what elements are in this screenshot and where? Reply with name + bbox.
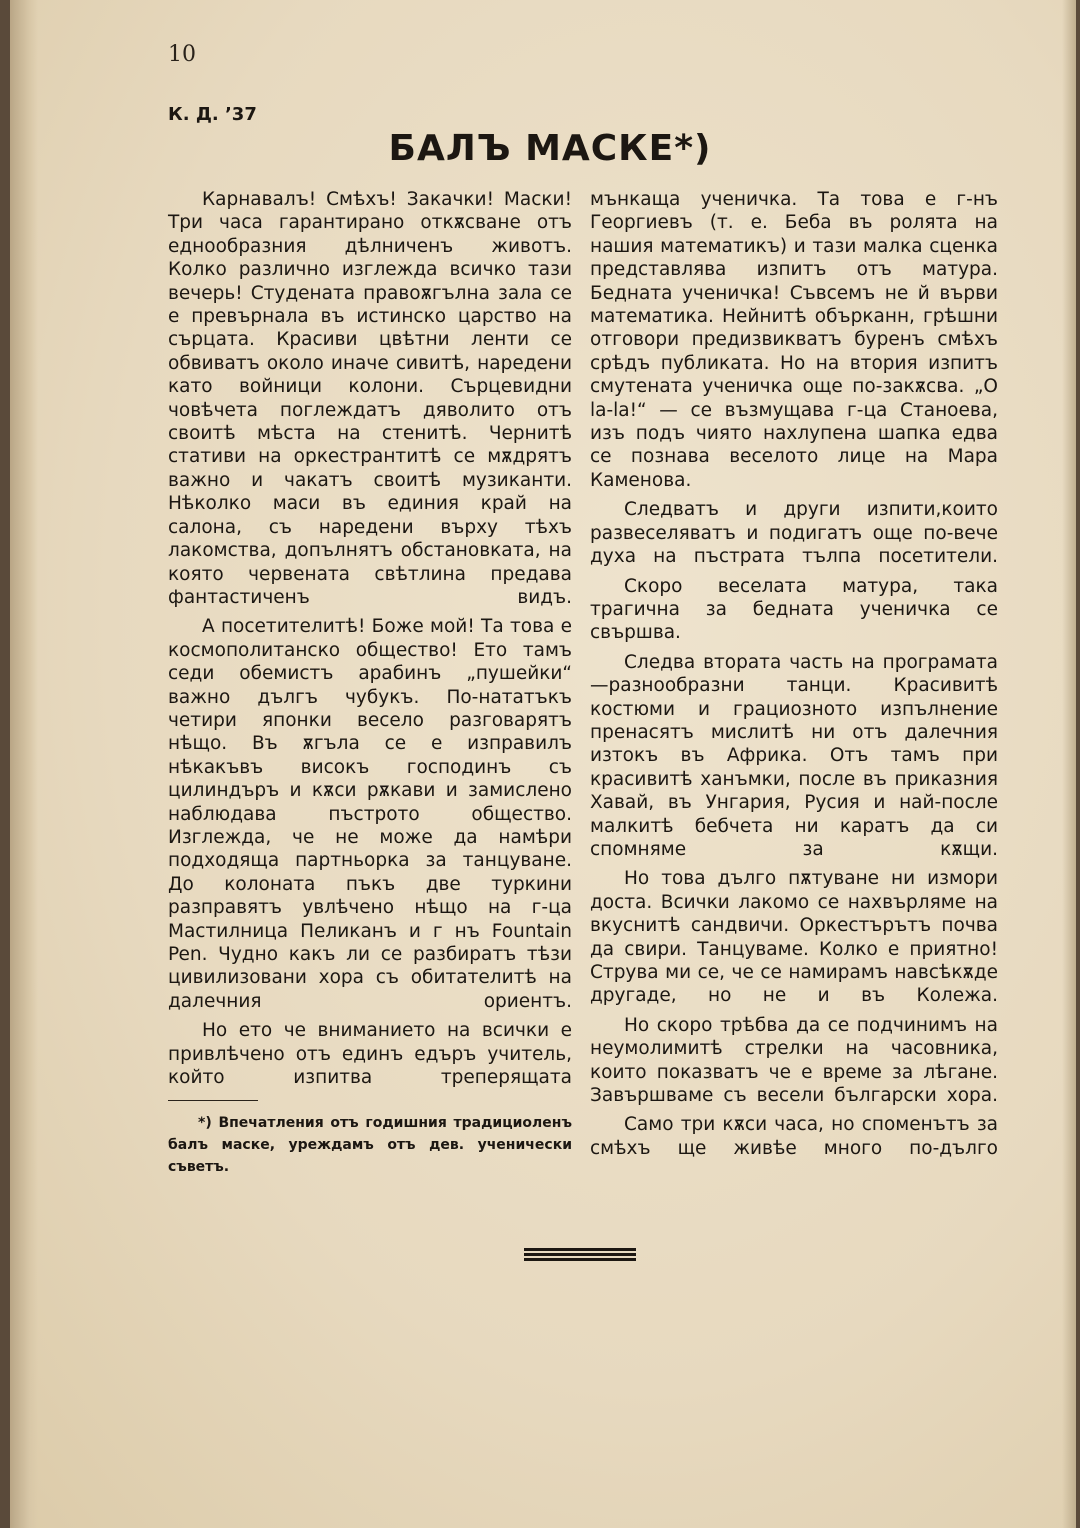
paragraph: Следватъ и други изпити,които развеселяватъ и подигатъ още по-вече духа на пъстрата тълпа посетители. — [590, 499, 998, 568]
paragraph: Само три кѫси часа, но споменътъ за смѣхъ ще живѣе много по-дълго — [590, 1114, 998, 1159]
page-edge — [1062, 0, 1076, 1528]
paragraph: А посетителитѣ! Боже мой! Та това е космополитанско общество! Ето тамъ седи обемистъ арабинъ „пушейки“ важно дългъ чубукъ. По-нататъкъ четири японки весело разговарятъ нѣщо. Въ ѫгъла се е изправилъ нѣкакъвъ високъ господинъ съ цилиндъръ и кѫси рѫкави и замислено наблюдава пъстрото общество. Изглежда, че не може да намѣри подходяща партньорка за танцуване. До колоната пъкъ две туркини разправятъ увлѣчено нѣщо на г-ца Мастилница Пеликанъ и г нъ Fountain Pen. Чудно какъ ли се разбиратъ тѣзи цивилизовани хора съ обитателитѣ на далечния ориентъ. — [168, 616, 572, 1012]
paragraph: Карнавалъ! Смѣхъ! Закачки! Маски! Три часа гарантирано откѫсване отъ еднообразния дѣлниченъ животъ. Колко различно изглежда всичко тази вечерь! Студената правоѫгълна зала се е превърнала въ истинско царство на сърцата. Красиви цвѣтни ленти се обвиватъ около иначе сивитѣ, наредени като войници колони. Сърцевидни човѣчета поглеждатъ дяволито отъ своитѣ мѣста на стенитѣ. Чернитѣ стативи на оркестрантитѣ се мѫдрятъ важно и чакатъ своитѣ музиканти. Нѣколко маси въ единия край на салона, съ наредени върху тѣхъ лакомства, допълнятъ обстановката, на която червената свѣтлина предава фантастиченъ видъ. — [168, 189, 572, 608]
article-title: БАЛЪ МАСКЕ*) — [388, 128, 712, 169]
paragraph: мънкаща ученичка. Та това е г-нъ Георгиевъ (т. е. Беба въ ролята на нашия математикъ) и тази малка сценка представлява изпитъ отъ матура. Бедната ученичка! Съвсемъ не й върви математика. Нейнитѣ обърканн, грѣшни отговори предизвикватъ буренъ смѣхъ срѣдъ публиката. Но на втория изпитъ смутената ученичка още по-закѫсва. „O la-la!“ — се възмущава г-ца Станоева, изъ подъ чиято нахлупена шапка едва се познава веселото лице на Мара Каменова. — [590, 189, 998, 491]
paragraph: Скоро веселата матура, така трагична за бедната ученичка се свършва. — [590, 575, 998, 644]
left-column — [168, 188, 572, 1095]
byline: К. Д. ’37 — [168, 104, 257, 125]
page-number: 10 — [168, 42, 196, 67]
paragraph: Следва втората часть на програмата—разнообразни танци. Красивитѣ костюми и грациозното изпълнение пренасятъ мислитѣ ни отъ далечния изтокъ въ Африка. Отъ тамъ при красивитѣ ханъмки, после въ приказния Хавай, въ Унгария, Русия и най-после малкитѣ бебчета ни каратъ да си спомняме за кѫщи. — [590, 651, 998, 860]
footnote: *) Впечатления отъ годишния традициоленъ балъ маске, уреждамъ отъ дев. ученически съветъ. — [168, 1115, 572, 1175]
paragraph: Но ето че вниманието на всички е привлѣчено отъ единъ едъръ учитель, който изпитва треперящата — [168, 1020, 572, 1089]
binding-gutter — [10, 0, 38, 1528]
paragraph: Но скоро трѣбва да се подчинимъ на неумолимитѣ стрелки на часовника, които показватъ че е време за лѣгане. Завършваме съ весели български хора. — [590, 1014, 998, 1107]
magazine-page — [10, 0, 1076, 1528]
footnote-divider — [168, 1100, 258, 1101]
end-ornament — [524, 1248, 636, 1262]
right-column — [590, 188, 998, 1166]
paragraph: Но това дълго пѫтуване ни измори доста. Всички лакомо се нахвърляме на вкуснитѣ сандвичи. Оркестърътъ почва да свири. Танцуваме. Колко е приятно! Струва ми се, че се намирамъ навсѣкѫде другаде, но не и въ Колежа. — [590, 868, 998, 1007]
